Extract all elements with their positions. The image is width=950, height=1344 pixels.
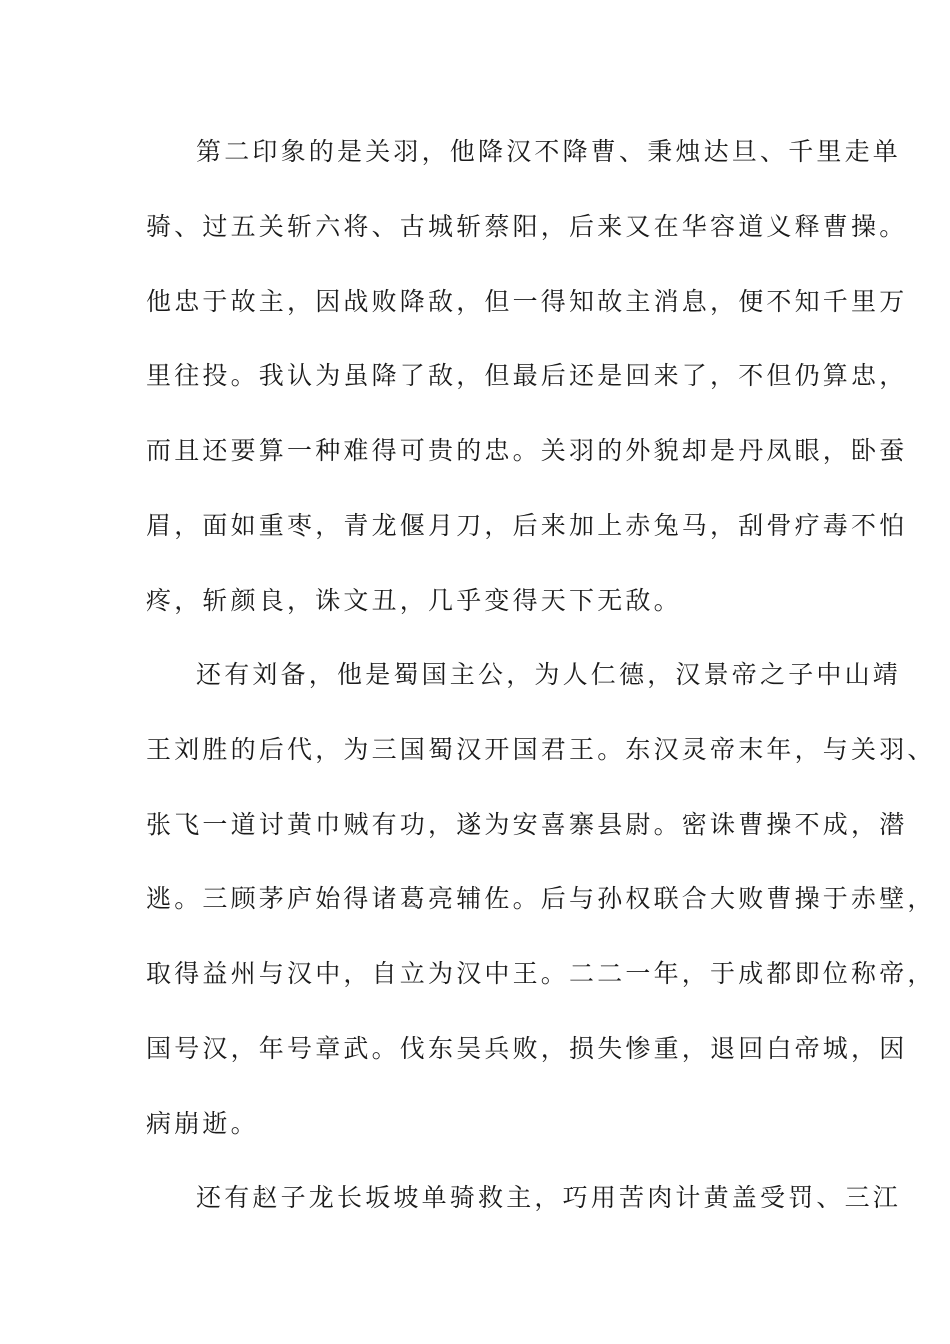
paragraph-1-line-1: 第二印象的是关羽，他降汉不降曹、秉烛达旦、千里走单 — [196, 137, 902, 166]
paragraph-1-line-5: 而且还要算一种难得可贵的忠。关羽的外貌却是丹凤眼，卧蚕 — [146, 436, 908, 465]
paragraph-2-line-7: 病崩逝。 — [146, 1109, 259, 1138]
paragraph-1-line-2: 骑、过五关斩六将、古城斩蔡阳，后来又在华容道义释曹操。 — [146, 212, 908, 241]
paragraph-2-line-6: 国号汉，年号章武。伐东吴兵败，损失惨重，退回白帝城，因 — [146, 1034, 908, 1063]
paragraph-2-line-1: 还有刘备，他是蜀国主公，为人仁德，汉景帝之子中山靖 — [196, 660, 902, 689]
paragraph-2-line-2: 王刘胜的后代，为三国蜀汉开国君王。东汉灵帝末年，与关羽、 — [146, 735, 936, 764]
paragraph-1-line-7: 疼，斩颜良，诛文丑，几乎变得天下无敌。 — [146, 586, 682, 615]
paragraph-2-line-3: 张飞一道讨黄巾贼有功，遂为安喜寨县尉。密诛曹操不成，潜 — [146, 810, 908, 839]
paragraph-1-line-4: 里往投。我认为虽降了敌，但最后还是回来了，不但仍算忠， — [146, 361, 908, 390]
paragraph-1-line-6: 眉，面如重枣，青龙偃月刀，后来加上赤兔马，刮骨疗毒不怕 — [146, 511, 908, 540]
paragraph-2-line-4: 逃。三顾茅庐始得诸葛亮辅佐。后与孙权联合大败曹操于赤壁， — [146, 884, 936, 913]
paragraph-1-line-3: 他忠于故主，因战败降敌，但一得知故主消息，便不知千里万 — [146, 287, 908, 316]
paragraph-2-line-5: 取得益州与汉中，自立为汉中王。二二一年，于成都即位称帝， — [146, 959, 936, 988]
paragraph-3-line-1: 还有赵子龙长坂坡单骑救主，巧用苦肉计黄盖受罚、三江 — [196, 1183, 902, 1212]
